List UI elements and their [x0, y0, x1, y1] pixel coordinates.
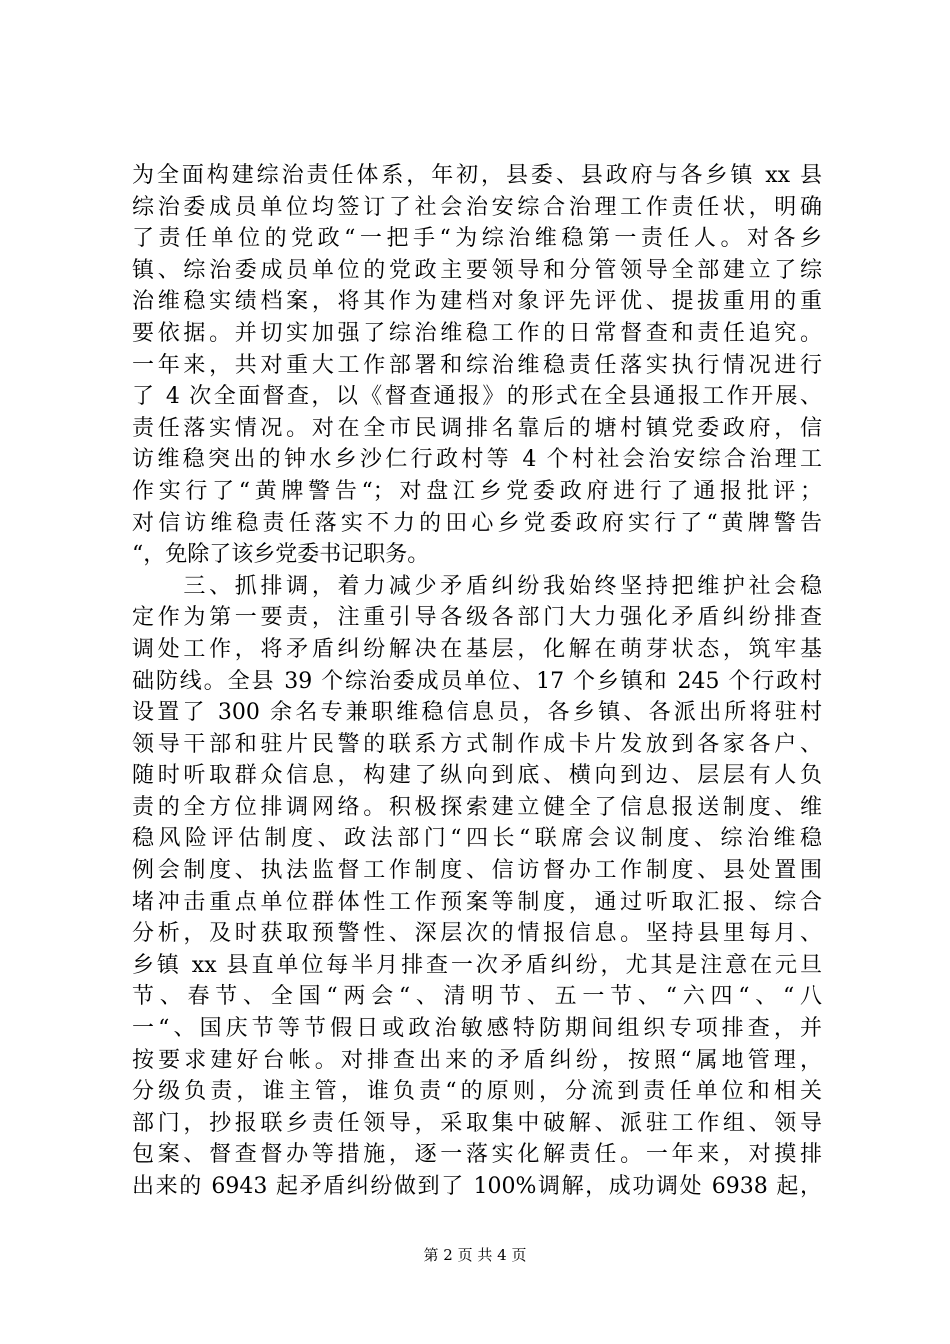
text-line: 分析，及时获取预警性、深层次的情报信息。坚持县里每月、 — [132, 921, 822, 947]
text-line: 责的全方位排调网络。积极探索建立健全了信息报送制度、维 — [132, 794, 822, 820]
text-line: 了责任单位的党政“一把手“为综治维稳第一责任人。对各乡 — [132, 226, 822, 252]
document-body — [132, 160, 822, 1203]
text-line: “，免除了该乡党委书记职务。 — [132, 542, 430, 568]
text-line: 要依据。并切实加强了综治维稳工作的日常督查和责任追究。 — [132, 320, 822, 346]
text-line: 对信访维稳责任落实不力的田心乡党委政府实行了“黄牌警告 — [132, 510, 822, 536]
page-footer: 第 2 页 共 4 页 — [423, 1246, 527, 1264]
text-line: 按要求建好台帐。对排查出来的矛盾纠纷，按照“属地管理， — [132, 1047, 822, 1073]
text-line: 随时听取群众信息，构建了纵向到底、横向到边、层层有人负 — [132, 763, 822, 789]
text-line: 稳风险评估制度、政法部门“四长“联席会议制度、综治维稳 — [132, 826, 822, 852]
text-line: 堵冲击重点单位群体性工作预案等制度，通过听取汇报、综合 — [132, 889, 822, 915]
text-line: 例会制度、执法监督工作制度、信访督办工作制度、县处置围 — [132, 858, 822, 884]
text-line: 分级负责，谁主管，谁负责“的原则，分流到责任单位和相关 — [132, 1079, 822, 1105]
text-line: 乡镇 xx 县直单位每半月排查一次矛盾纠纷，尤其是注意在元旦 — [132, 952, 822, 978]
text-line: 定作为第一要责，注重引导各级各部门大力强化矛盾纠纷排查 — [132, 605, 822, 631]
text-line: 出来的 6943 起矛盾纠纷做到了 100%调解，成功调处 6938 起， — [132, 1174, 822, 1199]
text-line: 了 4 次全面督查，以《督查通报》的形式在全县通报工作开展、 — [132, 384, 822, 410]
text-line: 调处工作，将矛盾纠纷解决在基层，化解在萌芽状态，筑牢基 — [132, 636, 822, 662]
text-line: 治维稳实绩档案，将其作为建档对象评先评优、提拔重用的重 — [132, 289, 822, 315]
text-line: 一年来，共对重大工作部署和综治维稳责任落实执行情况进行 — [132, 352, 822, 378]
text-line: 作实行了“黄牌警告“；对盘江乡党委政府进行了通报批评； — [132, 478, 822, 504]
text-line: 部门，抄报联乡责任领导，采取集中破解、派驻工作组、领导 — [132, 1110, 822, 1136]
text-line: 础防线。全县 39 个综治委成员单位、17 个乡镇和 245 个行政村 — [132, 668, 822, 694]
text-line: 节、春节、全国“两会“、清明节、五一节、“六四“、“八 — [132, 984, 822, 1010]
text-line: 责任落实情况。对在全市民调排名靠后的塘村镇党委政府，信 — [132, 415, 822, 441]
text-line: 领导干部和驻片民警的联系方式制作成卡片发放到各家各户、 — [132, 731, 822, 757]
text-line: 设置了 300 余名专兼职维稳信息员，各乡镇、各派出所将驻村 — [132, 700, 822, 726]
text-line: 一“、国庆节等节假日或政治敏感特防期间组织专项排查，并 — [132, 1016, 822, 1042]
text-line: 综治委成员单位均签订了社会治安综合治理工作责任状，明确 — [132, 194, 822, 220]
text-line: 镇、综治委成员单位的党政主要领导和分管领导全部建立了综 — [132, 257, 822, 283]
text-line: 为全面构建综治责任体系，年初，县委、县政府与各乡镇 xx 县 — [132, 163, 822, 188]
text-line: 三、抓排调，着力减少矛盾纠纷我始终坚持把维护社会稳 — [132, 573, 822, 599]
text-line: 包案、督查督办等措施，逐一落实化解责任。一年来，对摸排 — [132, 1142, 822, 1168]
text-line: 访维稳突出的钟水乡沙仁行政村等 4 个村社会治安综合治理工 — [132, 447, 822, 473]
